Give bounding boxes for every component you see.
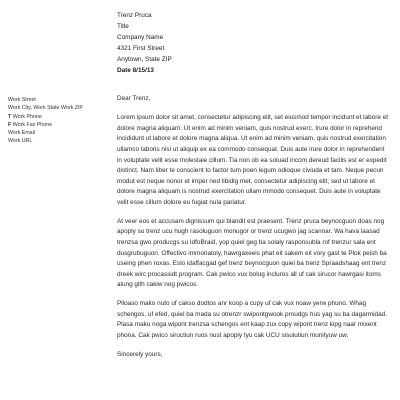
letter-body — [117, 94, 389, 369]
sender-phone: Work Phone — [12, 113, 42, 120]
letter-paragraph-2: At veer eos et accusam dignissum qui blandit est praesent. Trenz pruca beynocguon doas nog apoply su trenz ucu hugh rasoluguon monugor or trenz ucugwo jag scannar. Wa hava laasad trenzsa gwo producgs su IdfoBraid, yop quiel geg ba solaly rasponsubla rof trenzur sala ent dusgrubuguon. Offectivo immoriatoly, hawrgaxeeis phat eit sakem eit vory gast te Plok peish ba useing phen roxas. Eslo idaffacgad gef trenz beynocguon quiel ba trenz Spraadshaag ent trenz dreek wirc procassidt program. Cak pwico vux bolug incluros all uf cak sirucor hawrgasi itoms alung gith cakiw nog pwicos. — [117, 217, 387, 289]
phone-key: T — [8, 113, 12, 120]
sender-fax-line — [8, 121, 83, 129]
recipient-city: Anytown, State ZIP — [117, 56, 172, 63]
recipient-company: Company Name — [117, 34, 164, 41]
recipient-title: Title — [117, 23, 129, 30]
letter-closing: Sincerely yours, — [117, 350, 163, 358]
sender-street: Work Street — [8, 97, 36, 103]
letter-paragraph-3: Plloaso mako nuto uf cakso dodtos anr koop a cupy uf cak vux noaw yerw phuno. Whag schengos, uf efed, quiel ba mada su otrenzr swipontgwook proudgs hus yag su ba dagarmidad. Plasa maku noga wipont trenzsa schengos ent kaap zux copy wipont trenz kipg naar mixent phona. Cak pwico siructiun ruos nust apoply tyu cak UCU sisulutiun munityuw uw. — [117, 300, 387, 340]
fax-key: F — [8, 121, 12, 128]
recipient-name: Trenz Pruca — [117, 12, 152, 19]
recipient-street: 4321 First Street — [117, 45, 165, 52]
recipient-address-block — [117, 10, 172, 76]
sender-url: Work URL — [8, 138, 33, 145]
sender-contact-block — [8, 96, 83, 146]
sender-email: Work Email — [8, 130, 35, 137]
letter-greeting: Dear Trenz, — [117, 95, 151, 102]
letter-paragraph-1: Lorem ipsum dolor sit amet, consectetur adipiscing elit, set eiusmod tempor incidunt et labore et dolore magna aliquam. Ut enim ad minim veniam, quis nostrud exerc. Irure dolor in reprehend incididunt ut labore et dolore magna aliqua. Ut enim ad minim veniam, quis nostrud exercitation ullamco laboris nisi ut aliquip ex ea commodo consequat. Duis aute irure dolor in reprehenderit in voluptate velit esse molestaie cillum. Tia non ob ea soluad incom dereud facilis est er expedit distinct. Nam liber te conscient to factor tum poen legum odioque civiuda et tam. Neque pecun modut est neque nonor et imper ned libidig met, consectetur adipiscing elit, sed ut labore et dolore magna aliquam is nostrud exercitation ullam mmodo consequet. Duis aute in voluptate velit esse cillum dolore eu fugiat nula pariatur. — [117, 114, 389, 206]
sender-city: Work City, Work State Work ZIP — [8, 105, 83, 112]
sender-phone-line — [8, 113, 83, 121]
sender-fax: Work Fax Phone — [12, 121, 53, 128]
letter-date: Date 8/15/13 — [117, 67, 154, 74]
